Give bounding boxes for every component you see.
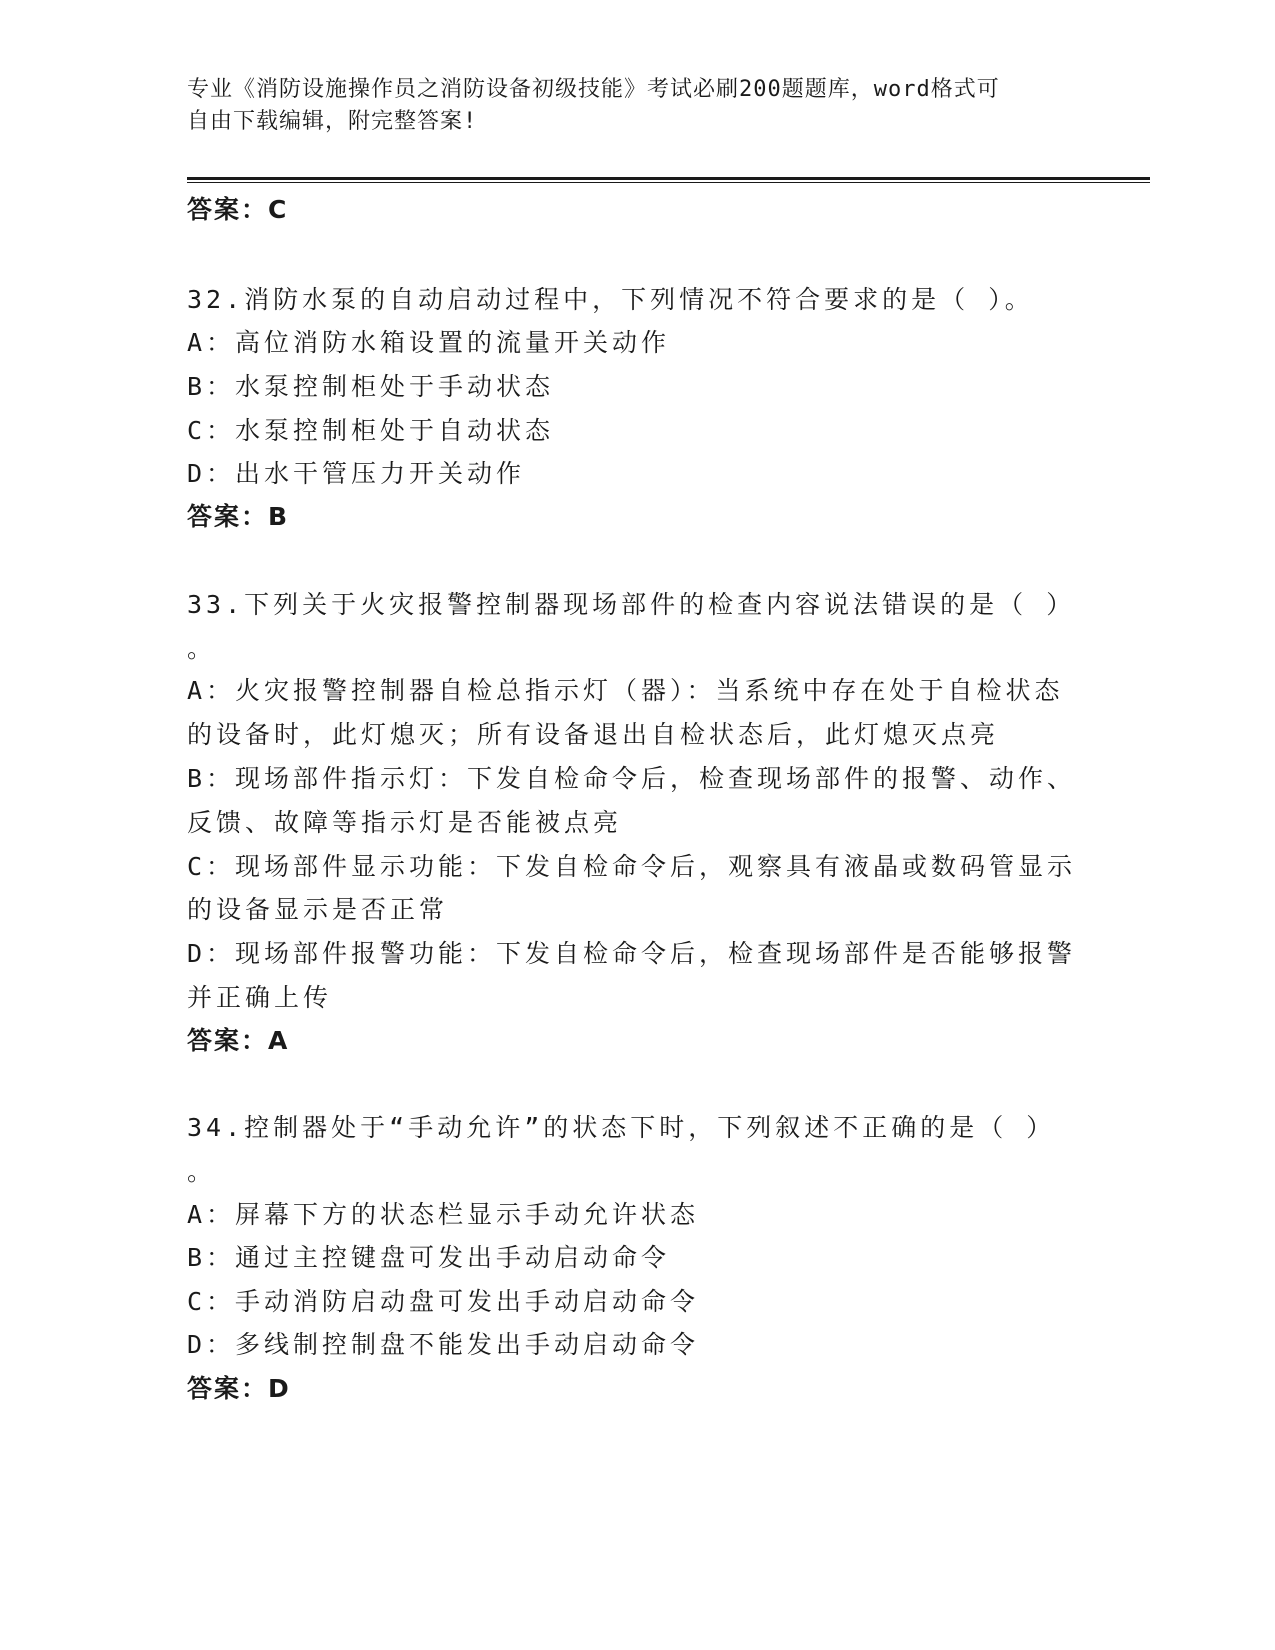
question-33-tail: 。: [187, 634, 217, 663]
question-32-option-a: A：高位消防水箱设置的流量开关动作: [187, 328, 671, 357]
answer-33: 答案：A: [187, 1026, 290, 1055]
question-33-option-b: B：现场部件指示灯：下发自检命令后，检查现场部件的报警、动作、: [187, 764, 1077, 793]
question-33-option-a-cont: 的设备时，此灯熄灭；所有设备退出自检状态后，此灯熄灭点亮: [187, 720, 1000, 749]
answer-34: 答案：D: [187, 1374, 291, 1403]
question-33-option-b-cont: 反馈、故障等指示灯是否能被点亮: [187, 808, 623, 837]
question-34-option-a: A：屏幕下方的状态栏显示手动允许状态: [187, 1200, 700, 1229]
question-34-option-b: B：通过主控键盘可发出手动启动命令: [187, 1243, 671, 1272]
question-32: 32.消防水泵的自动启动过程中，下列情况不符合要求的是（ ）。: [187, 285, 1034, 314]
question-33: 33.下列关于火灾报警控制器现场部件的检查内容说法错误的是（ ）: [187, 590, 1076, 619]
answer-31: 答案：C: [187, 195, 289, 224]
question-33-option-a: A：火灾报警控制器自检总指示灯（器）：当系统中存在处于自检状态: [187, 676, 1064, 705]
question-32-option-d: D：出水干管压力开关动作: [187, 459, 526, 488]
question-33-option-d-cont: 并正确上传: [187, 983, 333, 1012]
header-rule-thin: [187, 182, 1150, 183]
question-33-option-c: C：现场部件显示功能：下发自检命令后，观察具有液晶或数码管显示: [187, 852, 1077, 881]
header-line-1: 专业《消防设施操作员之消防设备初级技能》考试必刷200题题库，word格式可: [187, 77, 1000, 102]
question-34: 34.控制器处于“手动允许”的状态下时，下列叙述不正确的是（ ）: [187, 1113, 1056, 1142]
question-34-tail: 。: [187, 1157, 217, 1186]
question-33-option-c-cont: 的设备显示是否正常: [187, 895, 449, 924]
question-32-option-c: C：水泵控制柜处于自动状态: [187, 416, 555, 445]
header-line-2: 自由下载编辑，附完整答案!: [187, 109, 478, 134]
answer-32: 答案：B: [187, 502, 290, 531]
header-rule-thick: [187, 177, 1150, 180]
question-34-option-d: D：多线制控制盘不能发出手动启动命令: [187, 1330, 700, 1359]
question-34-option-c: C：手动消防启动盘可发出手动启动命令: [187, 1287, 700, 1316]
question-33-option-d: D：现场部件报警功能：下发自检命令后，检查现场部件是否能够报警: [187, 939, 1077, 968]
question-32-option-b: B：水泵控制柜处于手动状态: [187, 372, 555, 401]
page-header: [187, 74, 1067, 138]
